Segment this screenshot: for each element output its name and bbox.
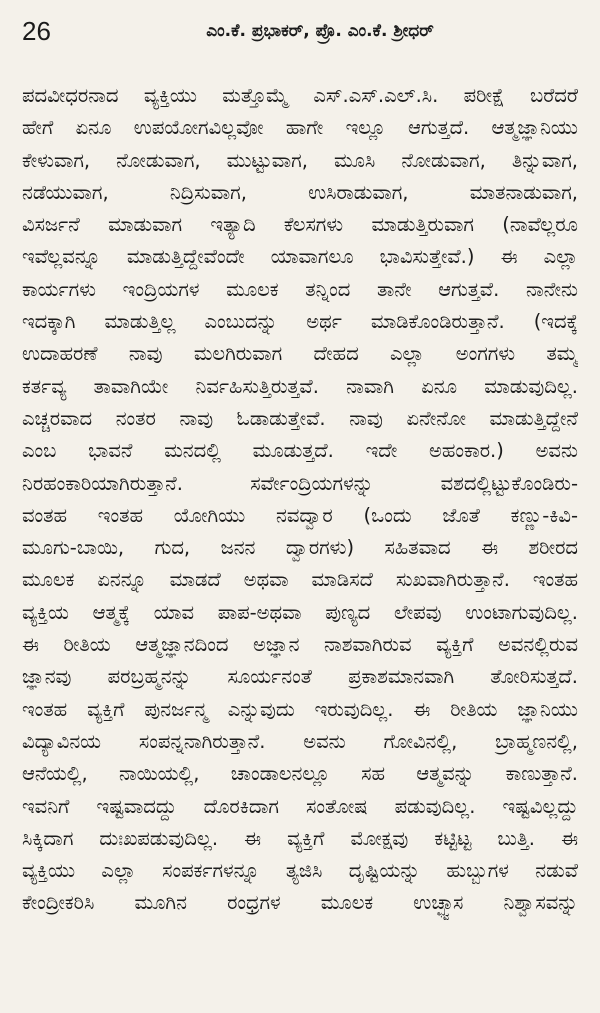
body-text bbox=[22, 80, 578, 920]
text-line: ನಡೆಯುವಾಗ, ನಿದ್ರಿಸುವಾಗ, ಉಸಿರಾಡುವಾಗ, ಮಾತನಾಡುವಾಗ, bbox=[22, 180, 578, 204]
page-number: 26 bbox=[22, 16, 51, 46]
text-line: ಉದಾಹರಣೆ ನಾವು ಮಲಗಿರುವಾಗ ದೇಹದ ಎಲ್ಲಾ ಅಂಗಗಳು ತಮ್ಮ bbox=[22, 342, 578, 366]
text-line: ಸಿಕ್ಕಿದಾಗ ದುಃಖಪಡುವುದಿಲ್ಲ. ಈ ವ್ಯಕ್ತಿಗೆ ಮೋಕ್ಷವು ಕಟ್ಟಿಟ್ಟ ಬುತ್ತಿ. ಈ bbox=[22, 826, 578, 850]
running-head: ಎಂ.ಕೆ. ಪ್ರಭಾಕರ್, ಪ್ರೊ. ಎಂ.ಕೆ. ಶ್ರೀಧರ್ bbox=[206, 21, 434, 41]
text-line: ಮೂಗು-ಬಾಯಿ, ಗುದ, ಜನನ ದ್ವಾರಗಳು) ಸಹಿತವಾದ ಈ ಶರೀರದ bbox=[22, 536, 578, 560]
text-line: ಎಂಬ ಭಾವನೆ ಮನದಲ್ಲಿ ಮೂಡುತ್ತದೆ. ಇದೇ ಅಹಂಕಾರ.) ಅವನು bbox=[22, 439, 578, 463]
text-line: ಈ ರೀತಿಯ ಆತ್ಮಜ್ಞಾನದಿಂದ ಅಜ್ಞಾನ ನಾಶವಾಗಿರುವ ವ್ಯಕ್ತಿಗೆ ಅವನಲ್ಲಿರುವ bbox=[22, 633, 578, 657]
text-line: ವ್ಯಕ್ತಿಯು ಎಲ್ಲಾ ಸಂಪರ್ಕಗಳನ್ನೂ ತ್ಯಜಿಸಿ ದೃಷ್ಟಿಯನ್ನು ಹುಬ್ಬುಗಳ ನಡುವೆ bbox=[22, 859, 578, 883]
text-line: ಕೇಂದ್ರೀಕರಿಸಿ ಮೂಗಿನ ರಂಧ್ರಗಳ ಮೂಲಕ ಉಚ್ಛ್ವಾಸ ನಿಶ್ವಾಸವನ್ನು bbox=[22, 891, 578, 915]
text-line: ಕರ್ತವ್ಯ ತಾವಾಗಿಯೇ ನಿರ್ವಹಿಸುತ್ತಿರುತ್ತವೆ. ನಾವಾಗಿ ಏನೂ ಮಾಡುವುದಿಲ್ಲ. bbox=[22, 374, 578, 398]
text-line: ಇವೆಲ್ಲವನ್ನೂ ಮಾಡುತ್ತಿದ್ದೇವೆಂದೇ ಯಾವಾಗಲೂ ಭಾವಿಸುತ್ತೇವೆ.) ಈ ಎಲ್ಲಾ bbox=[22, 245, 578, 269]
text-line: ಇವನಿಗೆ ಇಷ್ಟವಾದದ್ದು ದೊರಕಿದಾಗ ಸಂತೋಷ ಪಡುವುದಿಲ್ಲ. ಇಷ್ಟವಿಲ್ಲದ್ದು bbox=[22, 794, 578, 818]
text-line: ವಿಸರ್ಜನೆ ಮಾಡುವಾಗ ಇತ್ಯಾದಿ ಕೆಲಸಗಳು ಮಾಡುತ್ತಿರುವಾಗ (ನಾವೆಲ್ಲರೂ bbox=[22, 213, 578, 237]
page-header bbox=[22, 14, 578, 48]
text-line: ಆನೆಯಲ್ಲಿ, ನಾಯಿಯಲ್ಲಿ, ಚಾಂಡಾಲನಲ್ಲೂ ಸಹ ಆತ್ಮವನ್ನು ಕಾಣುತ್ತಾನೆ. bbox=[22, 762, 578, 786]
text-line: ನಿರಹಂಕಾರಿಯಾಗಿರುತ್ತಾನೆ. ಸರ್ವೇಂದ್ರಿಯಗಳನ್ನು ವಶದಲ್ಲಿಟ್ಟುಕೊಂಡಿರು- bbox=[22, 471, 578, 495]
text-line: ವಿದ್ಯಾವಿನಯ ಸಂಪನ್ನನಾಗಿರುತ್ತಾನೆ. ಅವನು ಗೋವಿನಲ್ಲಿ, ಬ್ರಾಹ್ಮಣನಲ್ಲಿ, bbox=[22, 729, 578, 753]
text-line: ಇಂತಹ ವ್ಯಕ್ತಿಗೆ ಪುನರ್ಜನ್ಮ ಎನ್ನುವುದು ಇರುವುದಿಲ್ಲ. ಈ ರೀತಿಯ ಜ್ಞಾನಿಯು bbox=[22, 697, 578, 721]
text-line: ಜ್ಞಾನವು ಪರಬ್ರಹ್ಮನನ್ನು ಸೂರ್ಯನಂತೆ ಪ್ರಕಾಶಮಾನವಾಗಿ ತೋರಿಸುತ್ತದೆ. bbox=[22, 665, 578, 689]
text-line: ಕಾರ್ಯಗಳು ಇಂದ್ರಿಯಗಳ ಮೂಲಕ ತನ್ನಿಂದ ತಾನೇ ಆಗುತ್ತವೆ. ನಾನೇನು bbox=[22, 277, 578, 301]
text-line: ಮೂಲಕ ಏನನ್ನೂ ಮಾಡದೆ ಅಥವಾ ಮಾಡಿಸದೆ ಸುಖವಾಗಿರುತ್ತಾನೆ. ಇಂತಹ bbox=[22, 568, 578, 592]
text-line: ಹೇಗೆ ಏನೂ ಉಪಯೋಗವಿಲ್ಲವೋ ಹಾಗೇ ಇಲ್ಲೂ ಆಗುತ್ತದೆ. ಆತ್ಮಜ್ಞಾನಿಯು bbox=[22, 116, 578, 140]
text-line: ಕೇಳುವಾಗ, ನೋಡುವಾಗ, ಮುಟ್ಟುವಾಗ, ಮೂಸಿ ನೋಡುವಾಗ, ತಿನ್ನುವಾಗ, bbox=[22, 148, 578, 172]
text-line: ಎಚ್ಚರವಾದ ನಂತರ ನಾವು ಓಡಾಡುತ್ತೇವೆ. ನಾವು ಏನೇನೋ ಮಾಡುತ್ತಿದ್ದೇನೆ bbox=[22, 406, 578, 430]
text-line: ಇದಕ್ಕಾಗಿ ಮಾಡುತ್ತಿಲ್ಲ ಎಂಬುದನ್ನು ಅರ್ಥ ಮಾಡಿಕೊಂಡಿರುತ್ತಾನೆ. (ಇದಕ್ಕೆ bbox=[22, 310, 578, 334]
text-line: ಪದವೀಧರನಾದ ವ್ಯಕ್ತಿಯು ಮತ್ತೊಮ್ಮೆ ಎಸ್.ಎಸ್.ಎಲ್.ಸಿ. ಪರೀಕ್ಷೆ ಬರೆದರೆ bbox=[22, 84, 578, 107]
text-line: ವಂತಹ ಇಂತಹ ಯೋಗಿಯು ನವದ್ವಾರ (ಒಂದು ಜೊತೆ ಕಣ್ಣು-ಕಿವಿ- bbox=[22, 503, 578, 527]
text-line: ವ್ಯಕ್ತಿಯ ಆತ್ಮಕ್ಕೆ ಯಾವ ಪಾಪ-ಅಥವಾ ಪುಣ್ಯದ ಲೇಪವು ಉಂಟಾಗುವುದಿಲ್ಲ. bbox=[22, 600, 578, 624]
